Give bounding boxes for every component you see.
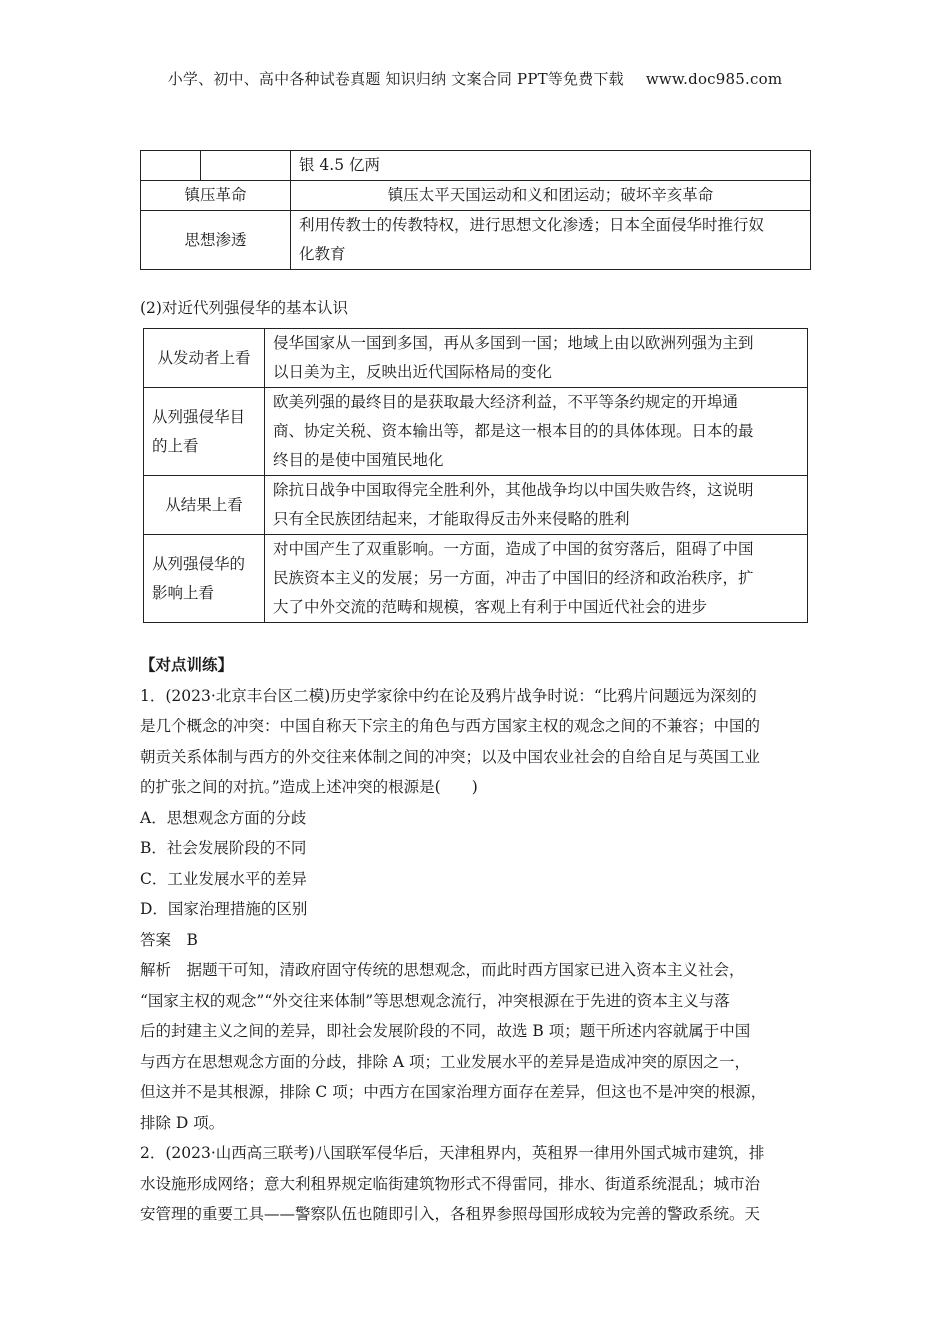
header-text: 小学、初中、高中各种试卷真题 知识归纳 文案合同 PPT等免费下载 — [167, 70, 624, 88]
section-title: (2)对近代列强侵华的基本认识 — [140, 299, 348, 317]
analysis-line: 解析 据题干可知，清政府固守传统的思想观念，而此时西方国家已进入资本主义社会， — [140, 961, 745, 979]
practice-heading: 【对点训练】 — [140, 655, 234, 674]
label-line: 从列强侵华目 — [152, 407, 246, 426]
question-line: 1．(2023·北京丰台区二模)历史学家徐中约在论及鸦片战争时说：“比鸦片问题远为深刻的 — [140, 686, 757, 705]
analysis-line: 排除 D 项。 — [140, 1113, 225, 1132]
answer: 答案 B — [140, 930, 198, 949]
question-line: 朝贡关系体制与西方的外交往来体制之间的冲突；以及中国农业社会的自给自足与英国工业 — [140, 747, 761, 766]
table-row — [144, 535, 808, 623]
row-label — [144, 388, 265, 476]
table-cell — [201, 151, 291, 181]
cell-line: 对中国产生了双重影响。一方面，造成了中国的贫穷落后，阻碍了中国 — [273, 540, 754, 558]
row-content — [291, 211, 811, 270]
cell-line: 商、协定关税、资本输出等，都是这一根本目的的具体体现。日本的最 — [273, 422, 754, 440]
cell-line: 侵华国家从一国到多国，再从多国到一国；地域上由以欧洲列强为主到 — [273, 334, 754, 352]
label-line: 影响上看 — [152, 583, 215, 602]
analysis-line: 后的封建主义之间的差异，即社会发展阶段的不同，故选 B 项；题干所述内容就属于中国 — [140, 1022, 751, 1040]
analysis-line: 与西方在思想观念方面的分歧，排除 A 项；工业发展水平的差异是造成冲突的原因之一， — [140, 1052, 751, 1071]
cell-line: 除抗日战争中国取得完全胜利外，其他战争均以中国失败告终，这说明 — [273, 481, 754, 499]
question-line: 2．(2023·山西高三联考)八国联军侵华后，天津租界内，英租界一律用外国式城市建筑，排 — [140, 1144, 765, 1162]
label-line: 从结果上看 — [165, 495, 243, 514]
table-row — [144, 388, 808, 476]
table-row — [141, 211, 811, 270]
table-row — [144, 476, 808, 535]
question-line: 安管理的重要工具——警察队伍也随即引入，各租界参照母国形成较为完善的警政系统。天 — [140, 1205, 761, 1223]
row-content — [265, 329, 808, 388]
option-b: B．社会发展阶段的不同 — [140, 839, 307, 857]
row-content — [265, 388, 808, 476]
cell-line: 大了中外交流的范畴和规模，客观上有利于中国近代社会的进步 — [273, 598, 708, 616]
analysis-line: “国家主权的观念”“外交往来体制”等思想观念流行，冲突根源在于先进的资本主义与落 — [140, 991, 730, 1010]
cell-line: 利用传教士的传教特权，进行思想文化渗透；日本全面侵华时推行奴 — [299, 216, 765, 234]
invasion-methods-table — [140, 150, 811, 270]
cell-line: 只有全民族团结起来，才能取得反击外来侵略的胜利 — [273, 510, 630, 528]
analysis-line: 但这并不是其根源，排除 C 项；中西方在国家治理方面存在差异，但这也不是冲突的根源， — [140, 1083, 767, 1101]
cell-line: 终目的是使中国殖民地化 — [273, 451, 444, 469]
table-row — [141, 181, 811, 211]
question-2 — [140, 1138, 815, 1230]
question-line: 是几个概念的冲突：中国自称天下宗主的角色与西方国家主权的观念之间的不兼容；中国的 — [140, 717, 761, 735]
row-label — [144, 329, 265, 388]
cell-line: 以日美为主，反映出近代国际格局的变化 — [273, 363, 553, 381]
row-label: 镇压革命 — [141, 181, 291, 211]
cell-line: 民族资本主义的发展；另一方面，冲击了中国旧的经济和政治秩序，扩 — [273, 569, 754, 587]
cell-line: 化教育 — [299, 245, 346, 263]
header-site: www.doc985.com — [645, 70, 783, 88]
row-label — [144, 476, 265, 535]
table-row — [144, 329, 808, 388]
basic-understanding-table — [143, 328, 808, 623]
page-header — [0, 68, 950, 89]
cell-line: 欧美列强的最终目的是获取最大经济利益，不平等条约规定的开埠通 — [273, 393, 739, 411]
question-line: 水设施形成网络；意大利租界规定临街建筑物形式不得雷同，排水、街道系统混乱；城市治 — [140, 1174, 761, 1193]
analysis — [140, 955, 815, 1138]
table-row — [141, 151, 811, 181]
option-d: D．国家治理措施的区别 — [140, 900, 308, 918]
row-content: 镇压太平天国运动和义和团运动；破坏辛亥革命 — [291, 181, 811, 211]
label-line: 的上看 — [152, 436, 199, 455]
question-line: 的扩张之间的对抗。”造成上述冲突的根源是( ) — [140, 778, 478, 796]
table-cell: 银 4.5 亿两 — [291, 151, 811, 181]
table-cell — [141, 151, 201, 181]
option-c: C．工业发展水平的差异 — [140, 869, 307, 888]
practice-section — [140, 650, 815, 1230]
label-line: 从发动者上看 — [157, 348, 251, 367]
question-1 — [140, 681, 815, 1139]
row-content — [265, 476, 808, 535]
label-line: 从列强侵华的 — [152, 554, 246, 573]
row-content — [265, 535, 808, 623]
option-a: A．思想观念方面的分歧 — [140, 808, 307, 827]
row-label: 思想渗透 — [141, 211, 291, 270]
row-label — [144, 535, 265, 623]
